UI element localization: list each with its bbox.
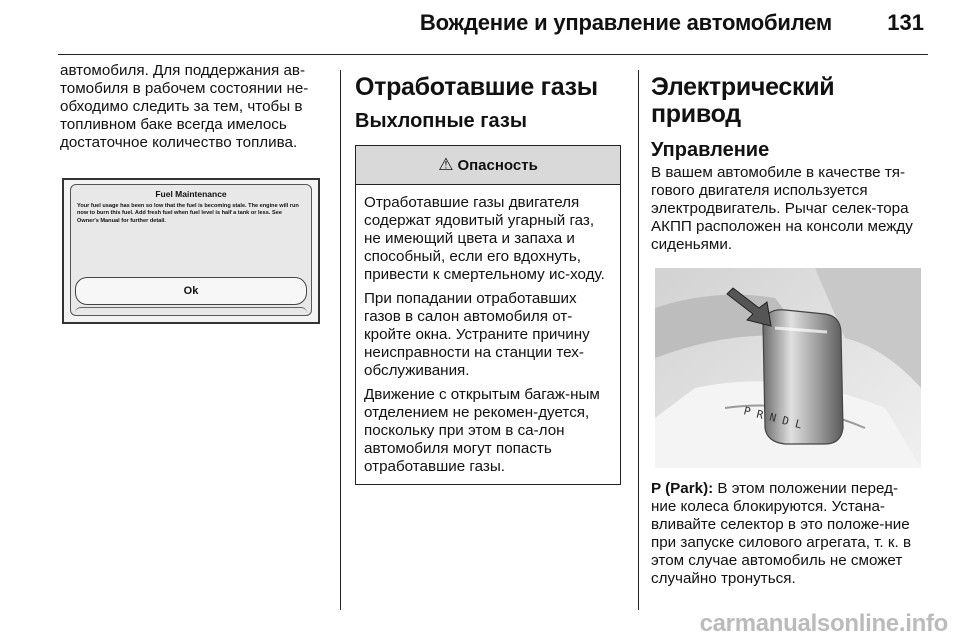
fuel-dialog-bottom-bar (75, 307, 307, 316)
column-3 (651, 62, 923, 588)
fuel-paragraph: автомобиля. Для поддержания ав-томобиля в рабочем состоянии не-обходимо следить за тем, чтобы в топливном баке всегда имелось достаточное количество топлива. (60, 62, 309, 151)
svg-text:P R N D L: P R N D L (742, 404, 804, 432)
danger-box (355, 145, 621, 485)
danger-box-body (356, 185, 620, 484)
park-label: P (Park): (651, 480, 714, 497)
column-1 (60, 62, 322, 152)
danger-paragraph-2: При попадании отработавших газов в салон автомобиля от-кройте окна. Устраните причину неисправности на станции тех-обслуживания. (364, 290, 590, 379)
exhaust-heading: Отработавшие газы (355, 73, 598, 101)
exhaust-subheading: Выхлопные газы (355, 110, 527, 132)
fuel-dialog-title: Fuel Maintenance (155, 189, 227, 199)
park-description (651, 480, 923, 588)
column-2 (355, 62, 625, 485)
gear-selector-photo (655, 268, 921, 468)
watermark: carmanualsonline.info (699, 610, 948, 637)
danger-paragraph-1: Отработавшие газы двигателя содержат ядовитый угарный газ, не имеющий цвета и запаха и способный, если его вдохнуть, привести к смертельному ис-ходу. (364, 194, 605, 283)
column-divider-2 (638, 70, 639, 610)
danger-box-title: Опасность (457, 156, 538, 174)
fuel-dialog-message: Your fuel usage has been so low that the fuel is becoming stale. The engine will run now to burn this fuel. Add fresh fuel when fuel level is half a tank or less. See Owner's Manual for further detail. (77, 203, 299, 224)
warning-triangle-icon: ⚠ (438, 155, 454, 174)
control-intro: В вашем автомобиле в качестве тя-гового двигателя используется электродвигатель. Рычаг селек-тора АКПП расположен на консоли между сиденьями. (651, 164, 913, 253)
fuel-dialog (70, 184, 312, 316)
fuel-maintenance-screen-figure (62, 178, 320, 324)
danger-paragraph-3: Движение с открытым багаж-ным отделением не рекомен-дуется, поскольку при этом в са-лон автомобиля могут попасть отработавшие газы. (364, 386, 600, 475)
control-subheading: Управление (651, 139, 770, 161)
header-divider (58, 54, 928, 55)
page-number: 131 (887, 10, 924, 35)
column-divider-1 (340, 70, 341, 610)
danger-box-header (356, 146, 620, 185)
park-text: В этом положении перед-ние колеса блокируются. Устана-вливайте селектор в это положе-ние при запуске силового агрегата, т. к. в этом случае автомобиль не сможет случайно тронуться. (651, 480, 912, 587)
fuel-dialog-ok-button: Ok (75, 277, 307, 305)
electric-drive-heading: Электрический привод (651, 73, 835, 128)
page-header-title: Вождение и управление автомобилем (419, 10, 832, 35)
